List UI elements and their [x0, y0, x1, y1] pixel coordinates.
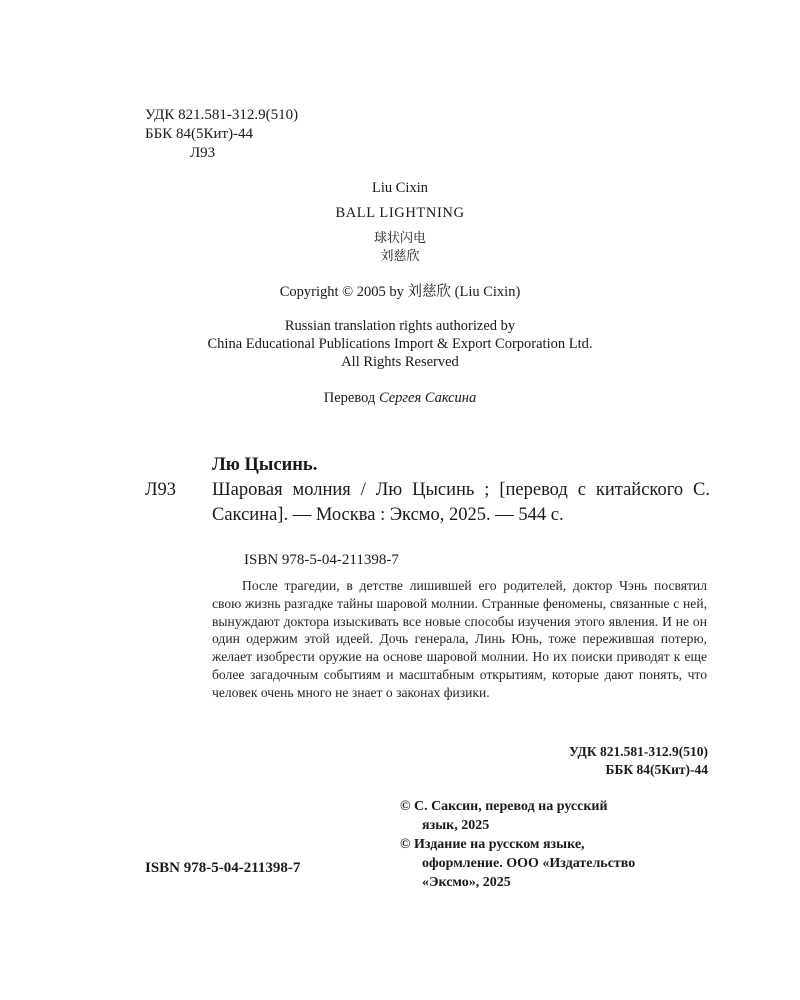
rights-line-2: China Educational Publications Import & Export Corporation Ltd.	[207, 336, 593, 352]
copyright-original: Copyright © 2005 by 刘慈欣 (Liu Cixin)	[279, 284, 521, 300]
footer-isbn: ISBN 978-5-04-211398-7	[145, 860, 301, 876]
catalog-heading: Лю Цысинь.	[212, 455, 318, 475]
catalog-author-mark: Л93	[145, 480, 177, 500]
copyright-block	[400, 797, 710, 892]
chinese-title: 球状闪电	[373, 231, 426, 246]
catalog-udk: УДК 821.581-312.9(510)	[569, 744, 708, 759]
author-mark: Л93	[190, 145, 216, 161]
annotation: После трагедии, в детстве лишившей его родителей, доктор Чэнь посвятил свою жизнь разгадке тайны шаровой молнии. Странные феномены, связанные с ней, вынуждают доктора изыскивать все новые способы изучения этого явления. И не он один одержим этой идеей. Дочь генерала, Линь Юнь, тоже пережившая потерю, желает изобрести оружие на основе шаровой молнии. Но их поиски приводят к еще более загадочным событиям и масштабным открытиям, которые дают понять, что человек очень много не знает о законах физики.	[212, 578, 707, 700]
catalog-isbn: ISBN 978-5-04-211398-7	[244, 552, 399, 568]
translator-credit	[0, 389, 800, 408]
copyright-translation-line-1: © С. Саксин, перевод на русский	[400, 799, 608, 814]
original-author: Liu Cixin	[372, 180, 428, 196]
translation-label: Перевод	[323, 390, 376, 406]
rights-line-1: Russian translation rights authorized by	[284, 318, 516, 334]
copyright-edition-line-2: оформление. ООО «Издательство	[422, 856, 636, 871]
copyright-edition-line-1: © Издание на русском языке,	[400, 837, 585, 852]
catalog-bbk: ББК 84(5Кит)-44	[605, 762, 708, 777]
bbk-code: ББК 84(5Кит)-44	[145, 126, 254, 142]
copyright-translation-line-2: язык, 2025	[422, 818, 490, 833]
chinese-author: 刘慈欣	[380, 249, 420, 264]
rights-line-3: All Rights Reserved	[341, 354, 459, 370]
udk-code: УДК 821.581-312.9(510)	[145, 107, 299, 123]
copyright-edition-line-3: «Эксмо», 2025	[422, 875, 511, 890]
translator-name: Сергея Саксина	[378, 390, 477, 406]
original-title: BALL LIGHTNING	[335, 205, 465, 221]
catalog-description: Шаровая молния / Лю Цысинь ; [перевод с китайского С. Саксина]. — Москва : Эксмо, 2025. — 544 с.	[212, 480, 710, 525]
